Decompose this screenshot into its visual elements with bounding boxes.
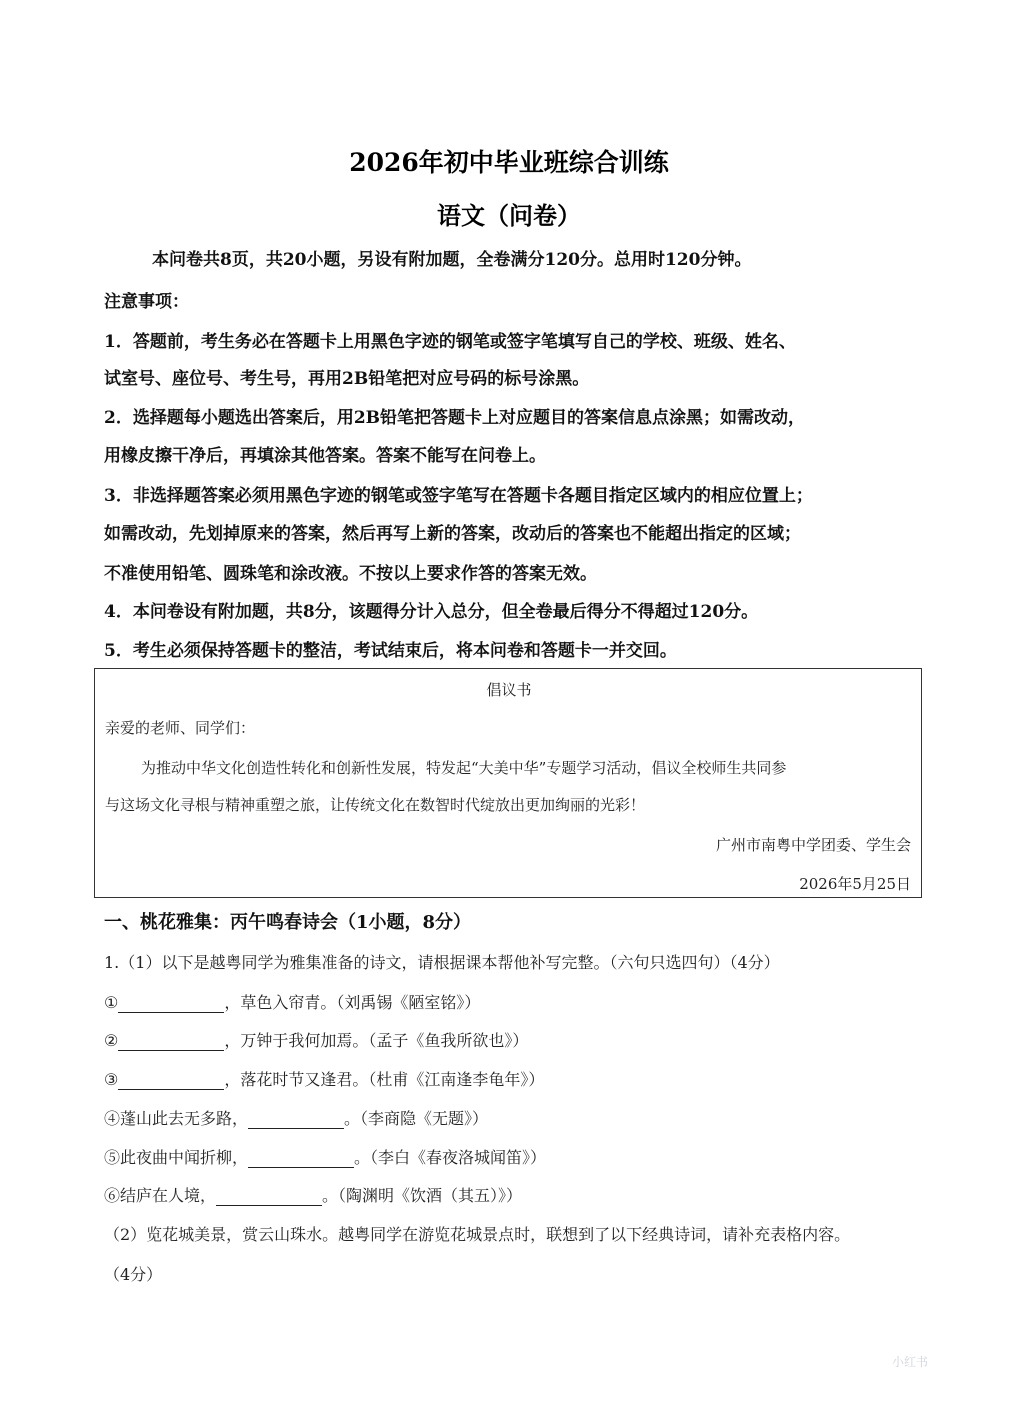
question-prompt: 1.（1）以下是越粤同学为雅集准备的诗文，请根据课本帮他补写完整。（六句只选四句）（4分） (104, 953, 780, 972)
item-prefix: ① (104, 993, 119, 1012)
question-prompt: （2）览花城美景，赏云山珠水。越粤同学在游览花城景点时，联想到了以下经典诗词，请补充表格内容。 (104, 1225, 851, 1244)
proposal-body-line: 与这场文化寻根与精神重塑之旅，让传统文化在数智时代绽放出更加绚丽的光彩！ (105, 796, 646, 814)
fill-blank-item (104, 1145, 546, 1168)
notice-line: 2．选择题每小题选出答案后，用2B铅笔把答题卡上对应题目的答案信息点涂黑；如需改动， (104, 408, 806, 428)
answer-blank[interactable] (118, 1032, 224, 1051)
notice-line: 试室号、座位号、考生号，再用2B铅笔把对应号码的标号涂黑。 (104, 369, 590, 389)
fill-blank-item (104, 1067, 544, 1090)
watermark-logo: 小红书 (891, 1355, 928, 1369)
proposal-body-line: 为推动中华文化创造性转化和创新性发展，特发起“大美中华”专题学习活动，倡议全校师生共同参 (141, 759, 787, 777)
proposal-greeting: 亲爱的老师、同学们： (105, 719, 256, 737)
item-suffix: 。（陶渊明《饮酒（其五）》） (322, 1186, 523, 1205)
answer-blank[interactable] (248, 1110, 344, 1129)
fill-blank-item (104, 1183, 522, 1206)
answer-blank[interactable] (216, 1187, 322, 1206)
fill-blank-item (104, 1106, 488, 1129)
section-heading: 一、桃花雅集：丙午鸣春诗会（1小题，8分） (104, 912, 472, 933)
notice-line: 1．答题前，考生务必在答题卡上用黑色字迹的钢笔或签字笔填写自己的学校、班级、姓名、 (104, 332, 796, 352)
item-suffix: ，草色入帘青。（刘禹锡《陋室铭》） (224, 993, 481, 1012)
item-prefix: ⑤此夜曲中闻折柳， (104, 1148, 249, 1167)
item-prefix: ④蓬山此去无多路， (104, 1109, 249, 1128)
answer-blank[interactable] (248, 1149, 354, 1168)
item-suffix: 。（李白《春夜洛城闻笛》） (354, 1148, 547, 1167)
item-suffix: ，落花时节又逢君。（杜甫《江南逢李龟年》） (224, 1070, 545, 1089)
notice-line: 如需改动，先划掉原来的答案，然后再写上新的答案，改动后的答案也不能超出指定的区域； (104, 524, 801, 544)
item-suffix: ，万钟于我何加焉。（孟子《鱼我所欲也》） (224, 1031, 529, 1050)
exam-title: 2026年初中毕业班综合训练 (349, 148, 669, 177)
notice-line: 4．本问卷设有附加题，共8分，该题得分计入总分，但全卷最后得分不得超过120分。 (104, 602, 759, 622)
notice-heading: 注意事项： (104, 292, 189, 312)
intro-text: 本问卷共8页，共20小题，另设有附加题，全卷满分120分。总用时120分钟。 (152, 250, 752, 270)
answer-blank[interactable] (118, 994, 224, 1013)
item-suffix: 。（李商隐《无题》） (344, 1109, 489, 1128)
question-prompt: （4分） (104, 1265, 163, 1284)
item-prefix: ② (104, 1031, 119, 1050)
notice-line: 用橡皮擦干净后，再填涂其他答案。答案不能写在问卷上。 (104, 446, 546, 466)
item-prefix: ③ (104, 1070, 119, 1089)
answer-blank[interactable] (118, 1071, 224, 1090)
notice-line: 3．非选择题答案必须用黑色字迹的钢笔或签字笔写在答题卡各题目指定区域内的相应位置上； (104, 486, 813, 506)
proposal-date: 2026年5月25日 (799, 875, 911, 893)
item-prefix: ⑥结庐在人境， (104, 1186, 217, 1205)
fill-blank-item (104, 1028, 528, 1051)
exam-subtitle: 语文（问卷） (437, 201, 581, 230)
notice-line: 5．考生必须保持答题卡的整洁，考试结束后，将本问卷和答题卡一并交回。 (104, 641, 677, 661)
proposal-signature: 广州市南粤中学团委、学生会 (715, 836, 911, 854)
fill-blank-item (104, 990, 480, 1013)
proposal-title: 倡议书 (486, 681, 532, 699)
proposal-box (94, 668, 922, 898)
notice-line: 不准使用铅笔、圆珠笔和涂改液。不按以上要求作答的答案无效。 (104, 564, 597, 584)
